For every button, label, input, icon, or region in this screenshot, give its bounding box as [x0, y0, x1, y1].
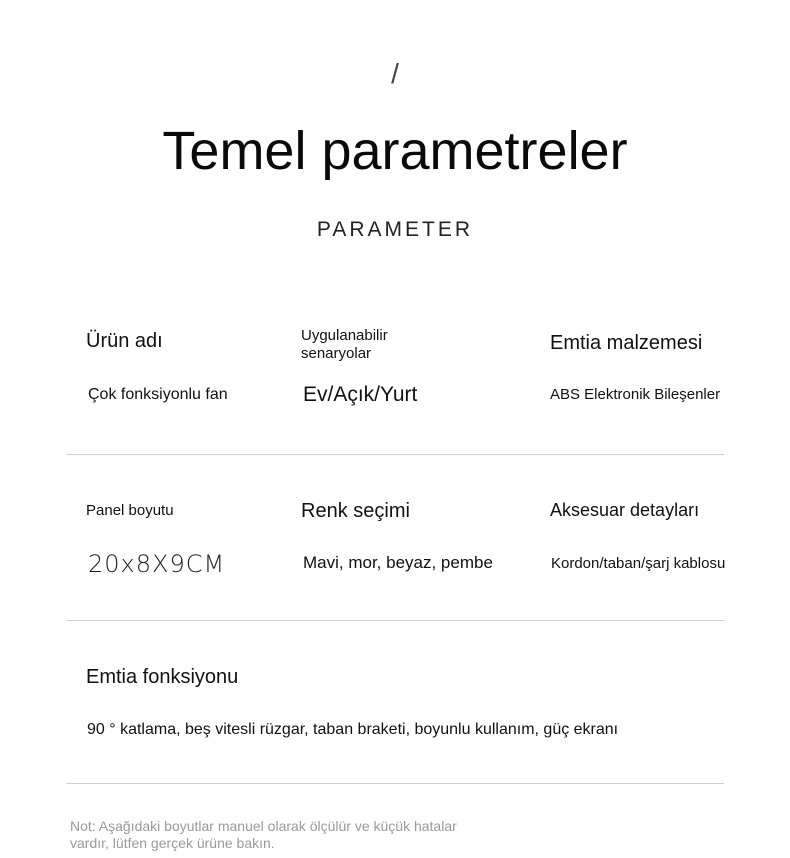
row-divider-2: [66, 620, 724, 621]
panel-size-value: 20x8X9CM: [88, 550, 226, 578]
panel-size-label: Panel boyutu: [86, 502, 174, 519]
decorative-slash: /: [391, 58, 399, 89]
page-subtitle: PARAMETER: [316, 218, 474, 241]
scenarios-value: Ev/Açık/Yurt: [303, 383, 418, 406]
function-value: 90 ° katlama, beş vitesli rüzgar, taban braketi, boyunlu kullanım, güç ekranı: [87, 721, 619, 738]
material-value: ABS Elektronik Bileşenler: [550, 386, 721, 403]
product-name-label: Ürün adı: [86, 330, 163, 352]
row-divider-1: [66, 454, 724, 455]
material-label: Emtia malzemesi: [550, 332, 703, 354]
footer-note: Not: Aşağıdaki boyutlar manuel olarak ölçülür ve küçük hatalar vardır, lütfen gerçek ürüne bakın.: [70, 818, 457, 851]
color-value: Mavi, mor, beyaz, pembe: [303, 553, 493, 572]
row-divider-3: [66, 783, 724, 784]
color-label: Renk seçimi: [301, 500, 410, 522]
accessory-label: Aksesuar detayları: [550, 500, 700, 520]
function-label: Emtia fonksiyonu: [86, 666, 239, 688]
page-title: Temel parametreler: [162, 121, 628, 181]
product-name-value: Çok fonksiyonlu fan: [88, 386, 228, 403]
scenarios-label: Uygulanabilir senaryolar: [301, 327, 388, 362]
accessory-value: Kordon/taban/şarj kablosu: [551, 555, 726, 572]
